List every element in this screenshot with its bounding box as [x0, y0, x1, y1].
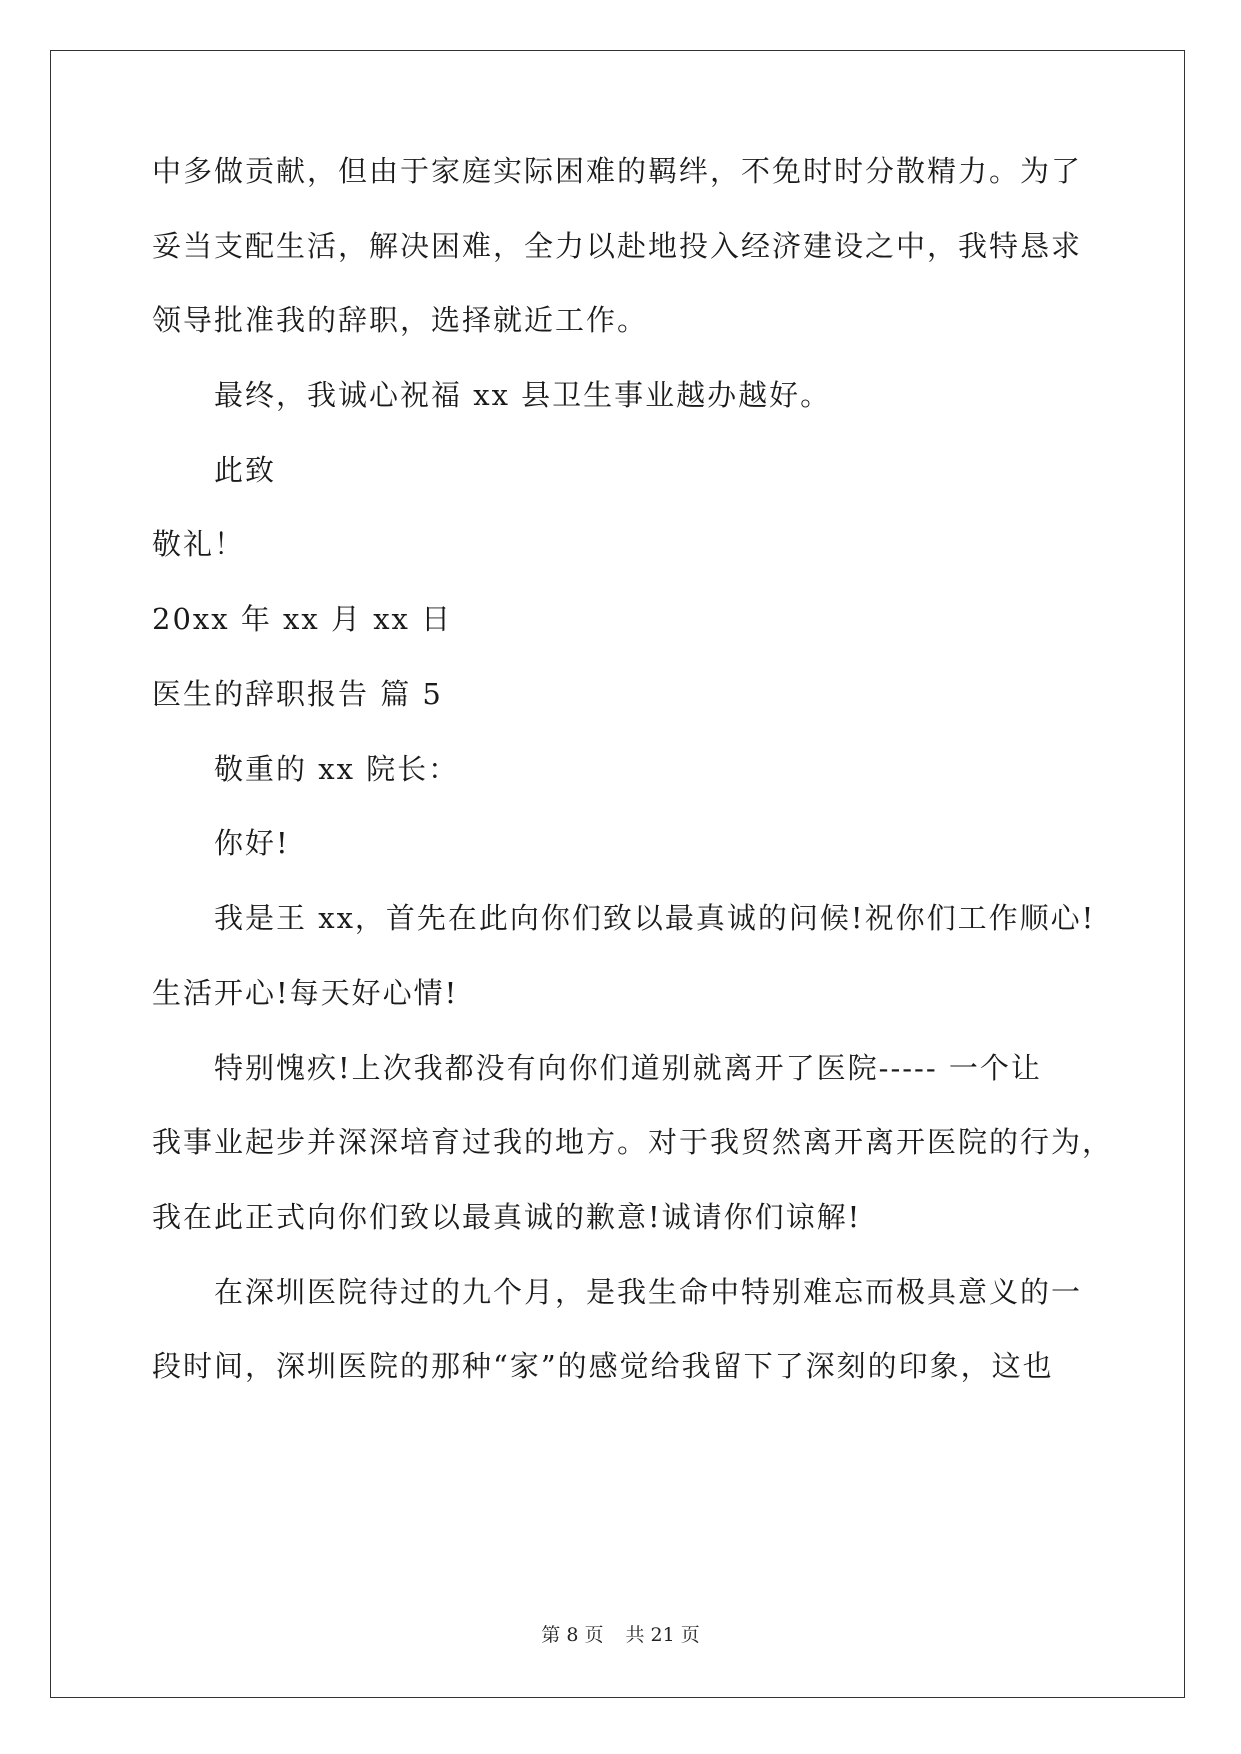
body-line: 中多做贡献，但由于家庭实际困难的羁绊，不免时时分散精力。为了	[152, 154, 1083, 188]
salutation-close: 此致	[214, 453, 277, 487]
body-line: 我是王 xx，首先在此向你们致以最真诚的问候!祝你们工作顺心!	[214, 901, 1096, 935]
body-line: 段时间，深圳医院的那种“家”的感觉给我留下了深刻的印象，这也	[152, 1349, 1054, 1383]
date-line: 20xx 年 xx 月 xx 日	[152, 602, 453, 636]
body-line: 领导批准我的辞职，选择就近工作。	[152, 303, 649, 337]
body-line: 我事业起步并深深培育过我的地方。对于我贸然离开离开医院的行为，	[152, 1125, 1114, 1159]
body-line: 生活开心!每天好心情!	[152, 976, 459, 1010]
page-footer	[0, 1620, 1241, 1647]
salutation-respect: 敬礼！	[152, 527, 246, 561]
page-number-current: 第 8 页	[541, 1624, 604, 1646]
page-frame	[50, 50, 1185, 1698]
closing-wish: 最终，我诚心祝福 xx 县卫生事业越办越好。	[214, 378, 832, 412]
body-line: 妥当支配生活，解决困难，全力以赴地投入经济建设之中，我特恳求	[152, 229, 1083, 263]
page-number-total: 共 21 页	[625, 1624, 700, 1646]
body-line: 在深圳医院待过的九个月，是我生命中特别难忘而极具意义的一	[214, 1275, 1083, 1309]
body-line: 特别愧疚!上次我都没有向你们道别就离开了医院----- 一个让	[214, 1051, 1042, 1085]
section-title: 医生的辞职报告 篇 5	[152, 677, 443, 711]
addressee: 敬重的 xx 院长：	[214, 752, 460, 786]
greeting: 你好!	[214, 826, 290, 860]
body-line: 我在此正式向你们致以最真诚的歉意!诚请你们谅解!	[152, 1200, 862, 1234]
